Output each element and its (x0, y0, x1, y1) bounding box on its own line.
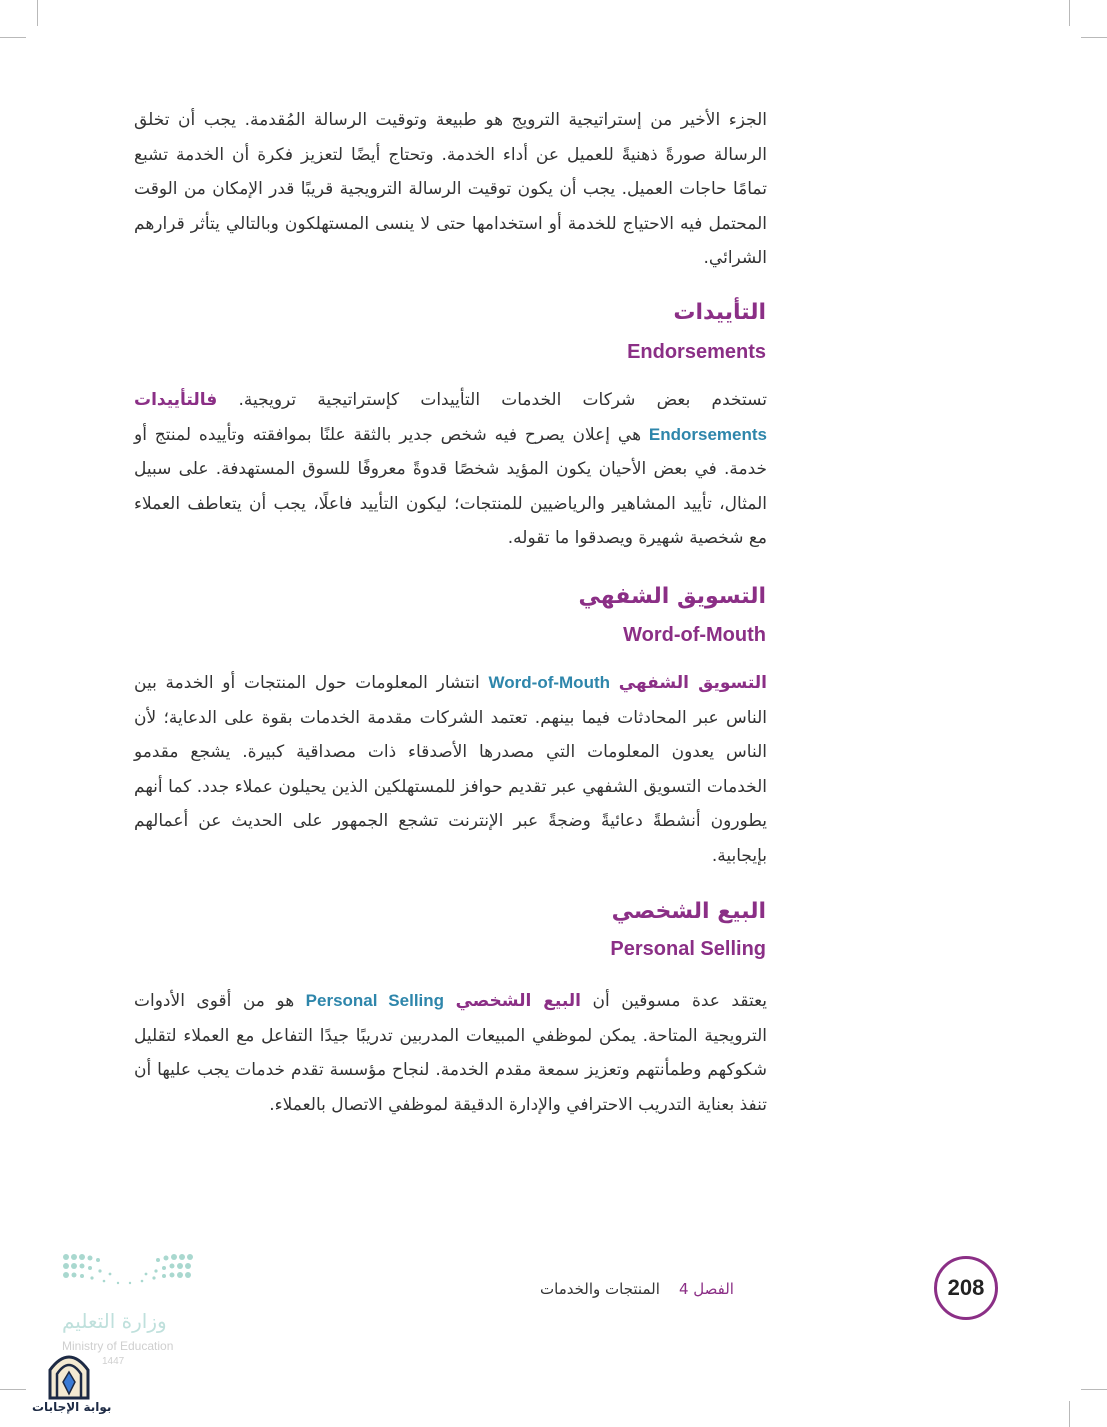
endorsements-keyword-ar: فالتأييدات (134, 390, 218, 410)
chapter-label: الفصل (693, 1280, 734, 1298)
personal-selling-text-start: يعتقد عدة مسوقين أن (581, 991, 768, 1011)
personal-selling-paragraph (134, 984, 767, 1122)
watermark-mosque-icon (46, 1348, 92, 1400)
crop-mark-top-left-v (37, 0, 38, 26)
ministry-name-en: Ministry of Education (62, 1339, 174, 1353)
crop-mark-top-left-h (0, 37, 26, 38)
word-of-mouth-keyword-ar: التسويق الشفهي (618, 673, 767, 693)
endorsements-text-start: تستخدم بعض شركات الخدمات التأييدات كإستراتيجية ترويجية. (217, 390, 767, 410)
word-of-mouth-heading-ar: التسويق الشفهي (578, 584, 766, 609)
endorsements-heading-en: Endorsements (627, 341, 766, 363)
ministry-name-ar: وزارة التعليم (62, 1309, 167, 1333)
personal-selling-heading-en: Personal Selling (610, 938, 766, 960)
endorsements-paragraph (134, 383, 767, 556)
watermark-text: بوابة الإجابات (32, 1400, 112, 1414)
crop-mark-bottom-right-v (1069, 1401, 1070, 1427)
crop-mark-top-right-v (1069, 0, 1070, 26)
endorsements-text-rest: هي إعلان يصرح فيه شخص جدير بالثقة علنًا بموافقته وتأييده لمنتج أو خدمة. في بعض الأحيان يكون المؤيد شخصًا قدوةً معروفًا للسوق المستهدفة. على سبيل المثال، تأييد المشاهير والرياضيين للمنتجات؛ ليكون التأييد فاعلًا، يجب أن يتعاطف العملاء مع شخصية شهيرة ويصدقوا ما تقوله. (134, 424, 767, 548)
personal-selling-heading-ar: البيع الشخصي (611, 899, 766, 924)
personal-selling-text-rest: هو من أقوى الأدوات الترويجية المتاحة. يمكن لموظفي المبيعات المدربين تدريبًا جيدًا التفاعل مع العملاء لتقليل شكوكهم وطمأنتهم وتعزيز سمعة مقدم الخدمة. لنجاح مؤسسة تقدم خدمات يجب عليها أن تنفذ بعناية التدريب الاحترافي والإدارة الدقيقة لموظفي الاتصال بالعملاء. (134, 991, 767, 1115)
word-of-mouth-heading-en: Word-of-Mouth (623, 624, 766, 646)
word-of-mouth-paragraph (134, 666, 767, 873)
crop-mark-top-right-h (1081, 37, 1107, 38)
ministry-logo-dots-icon (60, 1252, 200, 1292)
chapter-number: 4 (678, 1280, 689, 1298)
endorsements-keyword-en: Endorsements (648, 424, 767, 444)
word-of-mouth-text-rest: انتشار المعلومات حول المنتجات أو الخدمة بين الناس عبر المحادثات فيما بينهم. تعتمد الشركات مقدمة الخدمات بقوة على الدعاية؛ لأن الناس يعدون المعلومات التي مصدرها الأصدقاء ذات مصداقية كبيرة. يشجع مقدمو الخدمات التسويق الشفهي عبر تقديم حوافز للمستهلكين الذين يحيلون عملاء جدد. كما أنهم يطورون أنشطةً دعائيةً وضجةً عبر الإنترنت تشجع الجمهور على الحديث عن أعمالهم بإيجابية. (134, 673, 767, 866)
page-number-badge (934, 1256, 998, 1320)
page-number: 208 (947, 1275, 985, 1300)
crop-mark-bottom-right-h (1081, 1389, 1107, 1390)
personal-selling-keyword-en: Personal Selling (305, 991, 445, 1010)
footer-chapter (540, 1280, 734, 1298)
endorsements-heading-ar: التأييدات (673, 300, 766, 325)
ministry-year: 1447 (102, 1356, 125, 1367)
intro-paragraph (134, 103, 767, 276)
crop-mark-bottom-left-h (0, 1389, 26, 1390)
chapter-title: المنتجات والخدمات (540, 1280, 660, 1298)
word-of-mouth-keyword-en: Word-of-Mouth (488, 673, 610, 692)
personal-selling-keyword-ar: البيع الشخصي (455, 991, 581, 1011)
intro-text: الجزء الأخير من إستراتيجية الترويج هو طبيعة وتوقيت الرسالة المُقدمة. يجب أن تخلق الرسالة صورةً ذهنيةً للعميل عن أداء الخدمة. وتحتاج أيضًا لتعزيز فكرة أن الخدمة تشبع تمامًا حاجات العميل. يجب أن يكون توقيت الرسالة الترويجية قريبًا قدر الإمكان من الوقت المحتمل فيه الاحتياج للخدمة أو استخدامها حتى لا ينسى المستهلكون وبالتالي يتأثر قرارهم الشرائي. (134, 110, 767, 268)
